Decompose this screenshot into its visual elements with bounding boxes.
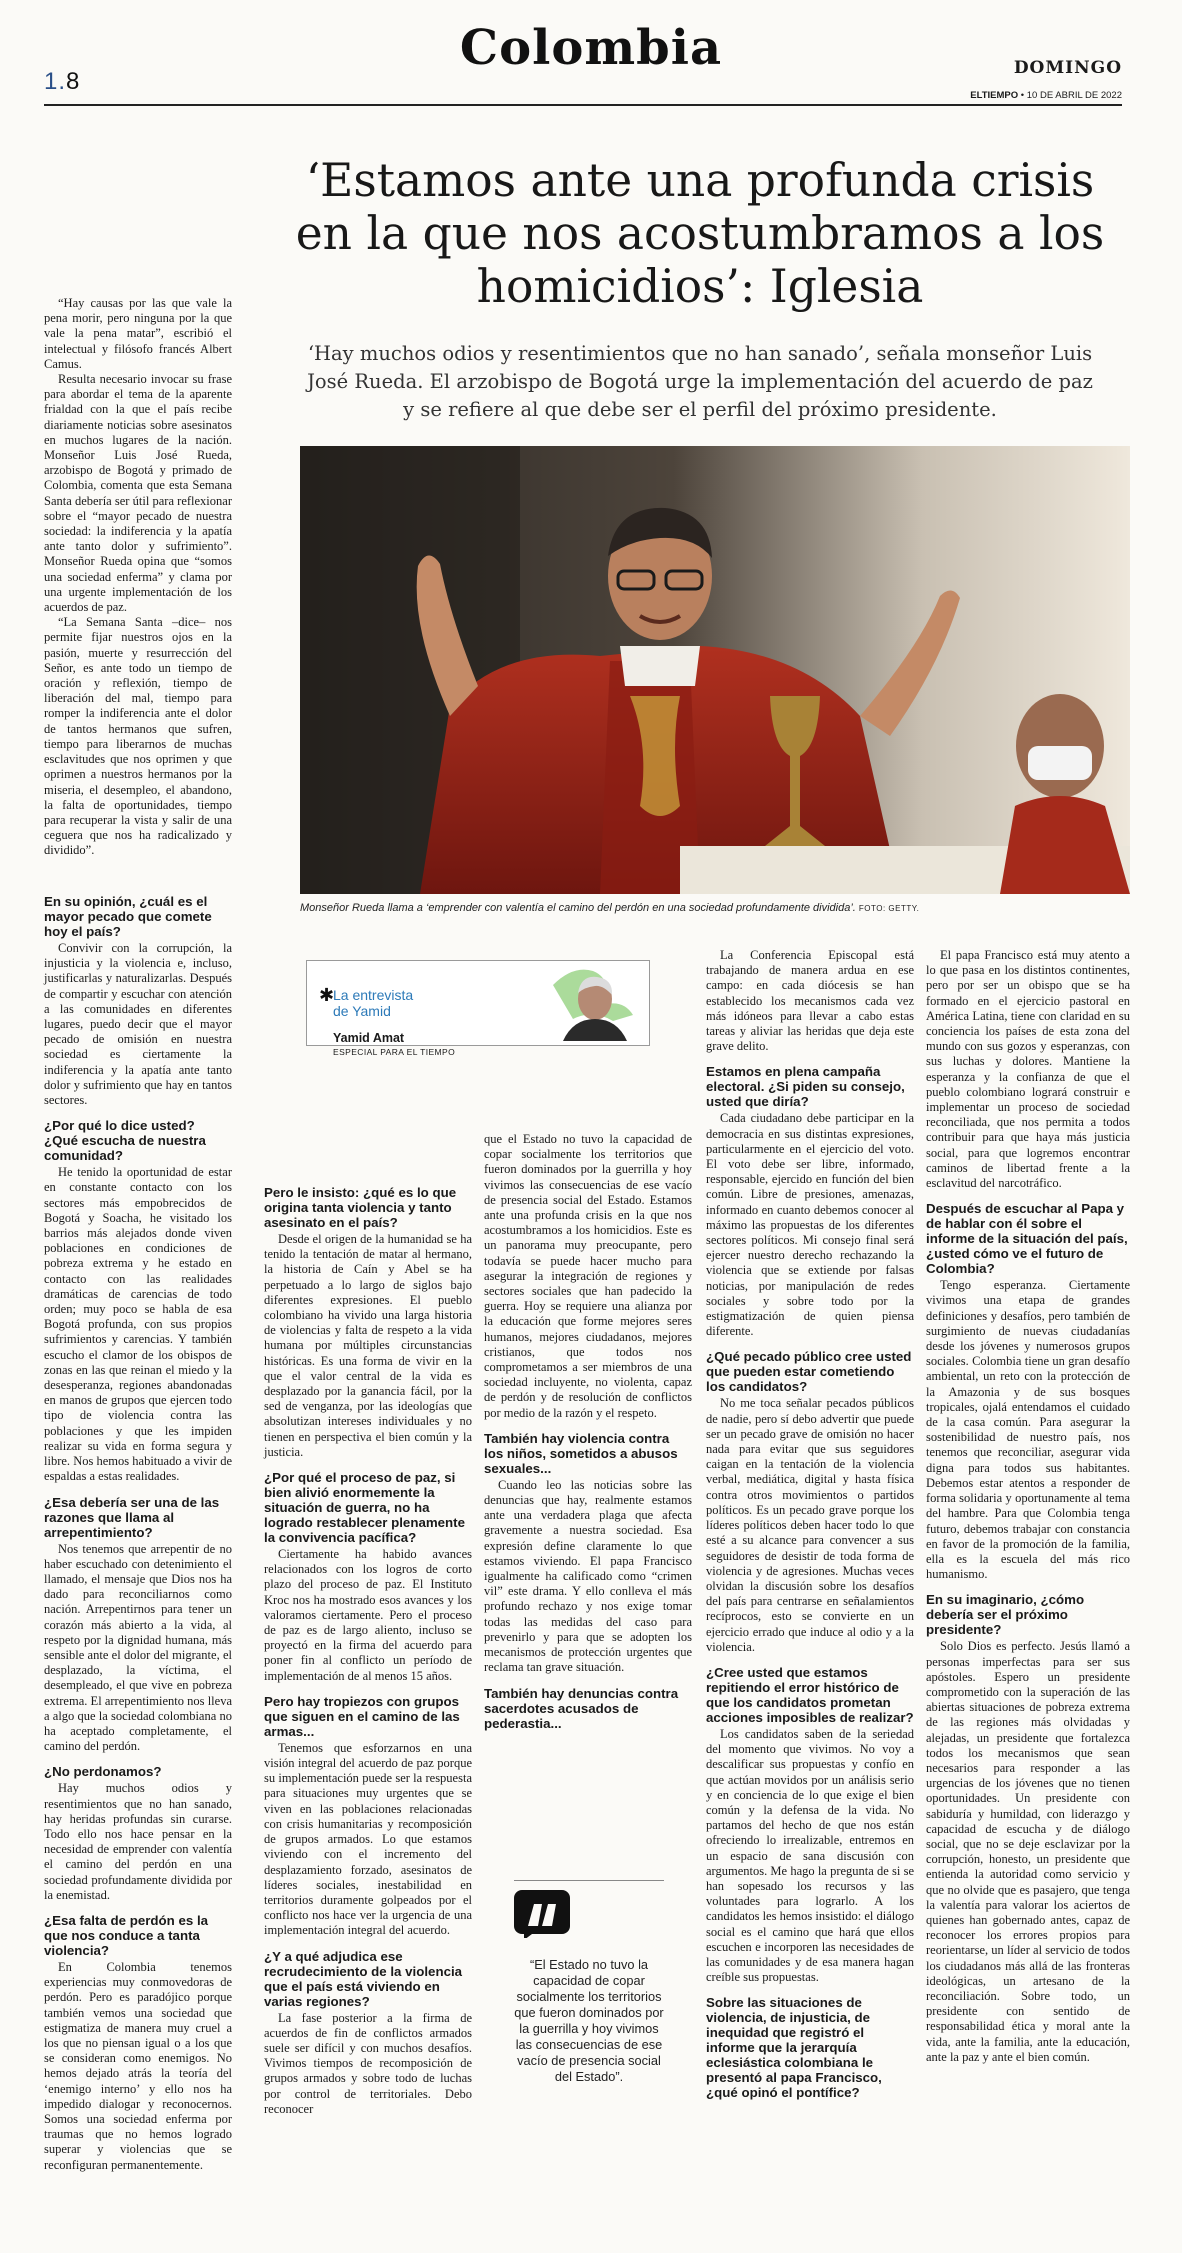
author-portrait <box>533 965 643 1041</box>
question-heading: Sobre las situaciones de violencia, de injusticia, de inequidad que registró el informe que la jerarquía eclesiástica colombiana le presentó al papa Francisco, ¿qué opinó el pontífice? <box>706 1995 882 2101</box>
article-column-5 <box>926 948 1130 2065</box>
body-paragraph: He tenido la oportunidad de estar en constante contacto con los sectores más empobrecidos de Bogotá y Soacha, he visitado los barrios más alejados donde viven poblaciones en condiciones de pobreza extrema y he estado en contacto con las realidades dramáticas de carencias de todo orden; muy poco se habla de esa Bogotá profunda, con sus propios sufrimientos y carencias. Y también escucho el clamor de los obispos de zonas en las que reinan el miedo y la desesperanza, regiones abandonadas en manos de grupos que ejercen todo tipo de violencia contra las poblaciones y que les impiden realizar su vida en forma segura y libre. Nos hemos habituado a vivir de espaldas a estas realidades. <box>44 1165 232 1484</box>
day-label: DOMINGO <box>1013 58 1122 78</box>
photo-credit: FOTO: GETTY. <box>858 904 920 913</box>
series-title: La entrevista de Yamid <box>333 987 414 1019</box>
question-heading: ¿Y a qué adjudica ese recrudecimiento de la violencia que el país está viviendo en varias regiones? <box>264 1948 463 2009</box>
body-paragraph: La Conferencia Episcopal está trabajando de manera ardua en ese campo: en cada diócesis se han establecido los mecanismos cada vez más idóneos para llevar a cabo estas tareas y aliviar las heridas que deja este grave delito. <box>706 948 914 1054</box>
question-heading: Después de escuchar al Papa y de hablar con él sobre el informe de la situación del país, ¿usted cómo ve el futuro de Colombia? <box>926 1201 1128 1277</box>
question-heading: ¿No perdonamos? <box>44 1764 162 1780</box>
question-heading: ¿Cree usted que estamos repitiendo el error histórico de que los candidatos prometan acciones imposibles de realizar? <box>706 1664 914 1725</box>
author-role: ESPECIAL PARA EL TIEMPO <box>333 1047 456 1057</box>
pull-quote-text: “El Estado no tuvo la capacidad de copar socialmente los territorios que fueron dominados por la guerrilla y hoy vivimos las consecuencias de ese vacío de presencia social del Estado”. <box>514 1957 664 2084</box>
body-paragraph: que el Estado no tuvo la capacidad de copar socialmente los territorios que fueron dominados por la guerrilla y hoy vivimos las consecuencias de ese vacío de presencia social del Estado. Estamos ante una profunda crisis en la que nos acostumbramos a los homicidios. Este es un panorama muy preocupante, pero todavía se puede hacer mucho para asegurar la integración de regiones y sectores sociales que han padecido la guerra. Hoy se requiere una alianza por la educación que forme mejores seres humanos, mejores ciudadanos, mejores cristianos, que todos nos comprometamos a ser miembros de una sociedad incluyente, no violenta, capaz de perdón y de resolución de conflictos por medio de la razón y el respeto. <box>484 1132 692 1420</box>
body-paragraph: Hay muchos odios y resentimientos que no han sanado, hay heridas profundas sin curarse. Todo ello nos hace pensar en la necesidad de emprender con valentía el camino del perdón en una sociedad profundamente dividida por la enemistad. <box>44 1781 232 1902</box>
body-paragraph: La fase posterior a la firma de acuerdos de fin de conflictos armados suele ser difícil y con muchos desafíos. Vivimos tiempos de recomposición de grupos armados y sobre todo de luchas por control de territoriales. Debo reconocer <box>264 2010 472 2116</box>
question-heading: ¿Por qué lo dice usted? ¿Qué escucha de nuestra comunidad? <box>44 1118 206 1164</box>
article-column-4 <box>706 948 914 2102</box>
question-heading: ¿Esa falta de perdón es la que nos conduce a tanta violencia? <box>44 1912 209 1958</box>
header-rule <box>44 104 1122 106</box>
body-paragraph: Los candidatos saben de la seriedad del momento que vivimos. No voy a descalificar sus propuestas y confío en que actúan movidos por un análisis serio y en conciencia de lo que exige el bien común y la defensa de la vida. No partamos del hecho de que nos están ofreciendo lo irrealizable, entremos en un espacio de sana discusión con argumentos. Me hago la pregunta de si se han sopesado los recursos y las voluntades para lograrlo. A los candidatos les hemos insistido: el diálogo social es el camino que hará que ellos escuchen e incorporen las necesidades de las comunidades y de esa manera hagan creíble sus propuestas. <box>706 1726 914 1985</box>
deck: ‘Hay muchos odios y resentimientos que no han sanado’, señala monseñor Luis José Rueda. El arzobispo de Bogotá urge la implementación del acuerdo de paz y se refiere al que debe ser el perfil del próximo presidente. <box>307 342 1093 421</box>
star-icon: ✱ <box>319 985 335 1005</box>
body-paragraph: Tengo esperanza. Ciertamente vivimos una etapa de grandes definiciones y desafíos, pero también de surgimiento de nuevas ciudadanías desde los jóvenes y numerosos grupos sociales. Colombia tiene un gran desafío ambiental, un reto con la protección de la Amazonia y de sus bosques tropicales, ojalá entendamos el cuidado de la casa común. Para asegurar la sostenibilidad de nuestro país, nos tenemos que reconciliar, asegurar vida digna para todos sus habitantes. Debemos estar atentos a responder de forma solidaria y oportunamente al tema del hambre. Para que Colombia tenga futuro, debemos trabajar con constancia en favor de la promoción de la familia, ella es la escuela del más rico humanismo. <box>926 1278 1130 1582</box>
byline-box <box>306 960 650 1057</box>
body-paragraph: Nos tenemos que arrepentir de no haber escuchado con detenimiento el llamado, el mensaje que Dios nos ha dado para reconciliarnos como nación. Arrepentirnos para tener un corazón más abierto a la vida, al respeto por la dignidad humana, más sensible ante el dolor del migrante, el desplazado, la víctima, el desempleado, el que vive en pobreza extrema. El arrepentimiento nos lleva a algo que la sociedad colombiana no ha aceptado completamente, el camino del perdón. <box>44 1541 232 1754</box>
question-heading: ¿Esa debería ser una de las razones que llama al arrepentimiento? <box>44 1494 220 1540</box>
question-heading: En su imaginario, ¿cómo debería ser el próximo presidente? <box>926 1592 1085 1638</box>
pull-quote <box>514 1890 664 2085</box>
question-heading: Pero le insisto: ¿qué es lo que origina tanta violencia y tanto asesinato en el país? <box>264 1185 457 1230</box>
pullquote-rule <box>514 1880 664 1881</box>
body-paragraph: “La Semana Santa –dice– nos permite fijar nuestros ojos en la pasión, muerte y resurrección del Señor, es ante todo un tiempo de oración y reflexión, tiempo de liberación del mal, tiempo para romper la indiferencia ante el dolor de tantos hermanos que sufren, tiempo para liberarnos de muchas esclavitudes que nos oprimen y que oprimen a nuestros hermanos por la miseria, el desempleo, el abandono, la falta de oportunidades, tiempo para recuperar la vista y salir de una ceguera que nos ha radicalizado y dividido”. <box>44 615 232 858</box>
question-heading: También hay violencia contra los niños, sometidos a abusos sexuales... <box>484 1430 678 1476</box>
question-heading: Estamos en plena campaña electoral. ¿Si piden su consejo, usted que diría? <box>706 1064 905 1110</box>
body-paragraph: “Hay causas por las que vale la pena morir, pero ninguna por la que vale la pena matar”, escribió el intelectual y filósofo francés Albert Camus. <box>44 296 232 371</box>
body-paragraph: Cada ciudadano debe participar en la democracia en sus distintas expresiones, particularmente en el ejercicio del voto. El voto debe ser libre, informado, responsable, ejercido en función del bien común. Libre de presiones, amenazas, informado en cuanto debemos conocer al máximo las propuestas de los diferentes sectores políticos. Mi consejo final será ejercer nuestro derecho rechazando la violencia que se extiende por falsas noticias, por manipulación de redes sociales y sobre todo por la estigmatización de quien piensa diferente. <box>706 1111 914 1339</box>
article-column-1-continued <box>44 884 232 2173</box>
question-heading: En su opinión, ¿cuál es el mayor pecado que comete hoy el país? <box>44 894 212 939</box>
body-paragraph: Resulta necesario invocar su frase para abordar el tema de la aparente frialdad con la que el país recibe diariamente noticias sobre asesinatos en muchos lugares de la nación. Monseñor Luis José Rueda, arzobispo de Bogotá y primado de Colombia, comenta que esta Semana Santa debería ser útil para reflexionar sobre el “mayor pecado de nuestra sociedad: la indiferencia y la apatía ante tanto dolor y sufrimiento”. Monseñor Rueda opina que “somos una sociedad enferma” y clama por una urgente implementación de los acuerdos de paz. <box>44 372 232 615</box>
question-heading: También hay denuncias contra sacerdotes acusados de pederastia... <box>484 1685 679 1731</box>
body-paragraph: Ciertamente ha habido avances relacionados con los logros de corto plazo del proceso de paz. El Instituto Kroc nos ha mostrado esos avances y los valoramos ciertamente. Pero el proceso de paz es de largo aliento, incluso se proyectó en la firma del acuerdo para poner fin al conflicto un período de implementación de al menos 15 años. <box>264 1547 472 1683</box>
question-heading: Pero hay tropiezos con grupos que siguen en el camino de las armas... <box>264 1693 460 1739</box>
body-paragraph: En Colombia tenemos experiencias muy conmovedoras de perdón. Pero es paradójico porque también vemos una sociedad que estigmatiza de manera muy cruel a los que no piensan igual o a los que se consideran como enemigos. No hemos dejado atrás la teoría del ‘enemigo interno’ y ello nos ha impedido dialogar y reconocernos. Somos una sociedad enferma por traumas que no hemos logrado superar y violencias que se reconfiguran permanentemente. <box>44 1959 232 2172</box>
article-column-2 <box>264 1175 472 2117</box>
article-column-1 <box>44 296 232 859</box>
body-paragraph: Cuando leo las noticias sobre las denuncias que hay, realmente estamos ante una verdadera plaga que afecta gravemente a nuestra sociedad. Esa expresión define claramente lo que estamos viviendo. El papa Francisco igualmente ha calificado como “crimen vil” este drama. Y ello conlleva el más profundo rechazo y nos exige tomar todas las medidas del caso para prevenirlo y para que se adopten los mecanismos de protección urgentes que reclama tan grave situación. <box>484 1477 692 1675</box>
article-column-3 <box>484 1132 692 1733</box>
quote-mark-icon <box>514 1890 570 1938</box>
dateline: ELTIEMPO • 10 DE ABRIL DE 2022 <box>970 90 1122 101</box>
body-paragraph: Convivir con la corrupción, la injusticia y la violencia e, incluso, justificarlas y naturalizarlas. Después de compartir y escuchar con atención a las comunidades en diferentes lugares, puedo decir que el mayor pecado de omisión en nuestra sociedad es ciertamente la indiferencia y la apatía ante tanto dolor y sufrimiento que hay en tantos sectores. <box>44 941 232 1108</box>
question-heading: ¿Qué pecado público cree usted que pueden estar cometiendo los candidatos? <box>706 1349 912 1395</box>
page-number: 1.8 <box>44 68 81 95</box>
body-paragraph: El papa Francisco está muy atento a lo que pasa en los distintos continentes, pero por ser un obispo que se ha formado en el ejercicio pastoral en América Latina, tiene con claridad en su conciencia los países de esta zona del mundo con sus gozos y esperanzas, con sus luchas y dolores. Mantiene la esperanza y la confianza de que el pueblo colombiano logrará construir e implementar un proceso de sociedad reconciliada, que nos permita a todos contribuir para que haya más justicia social, para que logremos encontrar caminos de libertad frente a la esclavitud del narcotráfico. <box>926 948 1130 1191</box>
body-paragraph: Desde el origen de la humanidad se ha tenido la tentación de matar al hermano, la historia de Caín y Abel se ha perpetuado a lo largo de siglos bajo diferentes expresiones. El pueblo colombiano ha vivido una larga historia de violencias y falta de respeto a la vida humana por múltiples circunstancias históricas. Es una forma de vivir en la que el valor central de la vida es desplazado por la ganancia fácil, por la sed de venganza, por las ideologías que absolutizan intereses individuales y no tienen en perspectiva el bien común y la justicia. <box>264 1232 472 1459</box>
body-paragraph: No me toca señalar pecados públicos de nadie, pero sí debo advertir que puede ser un pecado grave de omisión no hacer nada para evitar que sus seguidores caigan en la tentación de la violencia verbal, mediática, digital y hasta física contra otros movimientos o partidos políticos. Es un pecado grave porque los líderes políticos deben hacer todo lo que esté a su alcance para convencer a sus seguidores de desistir de toda forma de violencia y de agresiones. Muchas veces olvidan la discusión sobre los desafíos del país para centrarse en señalamientos recíprocos, esto se convierte en un ejercicio errado que induce al odio y a la violencia. <box>706 1396 914 1654</box>
body-paragraph: Tenemos que esforzarnos en una visión integral del acuerdo de paz porque su implementación puede ser la respuesta para situaciones muy urgentes que se viven en las poblaciones relacionadas con crisis humanitarias y recomposición de grupos armados. Lo que estamos viviendo con el incremento del desplazamiento forzado, asesinatos de líderes sociales, inestabilidad en territorios duramente golpeados por el conflicto nos hace ver la urgencia de una implementación integral del acuerdo. <box>264 1740 472 1938</box>
question-heading: ¿Por qué el proceso de paz, si bien alivió enormemente la situación de guerra, no ha logrado restablecer plenamente la convivencia pacífica? <box>264 1470 465 1546</box>
photo-caption: Monseñor Rueda llama a ‘emprender con valentía el camino del perdón en una sociedad profundamente dividida’. FOTO: GETTY. <box>300 902 920 914</box>
author-name: Yamid Amat <box>333 1031 405 1045</box>
body-paragraph: Solo Dios es perfecto. Jesús llamó a personas imperfectas para ser sus apóstoles. Espero un presidente comprometido con la superación de las abiertas situaciones de pobreza extrema de las regiones más olvidadas y alejadas, un presidente que fortalezca todos los mecanismos que sean necesarios para responder a las urgencias de los jóvenes que no tienen oportunidades. Un presidente con sabiduría y humildad, con liderazgo y capacidad de escucha y de diálogo social, que no se deje esclavizar por la corrupción, honesto, un presidente que entienda la autoridad como servicio y que no olvide que es pasajero, que tenga la valentía para valorar los aciertos de quienes han gobernado antes, capaz de reconocer los errores propios para reorientarse, un líder al servicio de todos los ciudadanos más allá de las fronteras ideológicas, un artesano de la reconciliación. Sobre todo, un presidente con sentido de responsabilidad ética y moral ante la vida, ante la familia, ante la educación, ante la paz y ante el bien común. <box>926 1639 1130 2064</box>
main-photo <box>300 446 1130 894</box>
headline: ‘Estamos ante una profunda crisis en la que nos acostumbramos a los homicidios’: Iglesia <box>295 154 1105 313</box>
archbishop-photo-illustration <box>300 446 1130 894</box>
section-title: Colombia <box>459 20 723 76</box>
